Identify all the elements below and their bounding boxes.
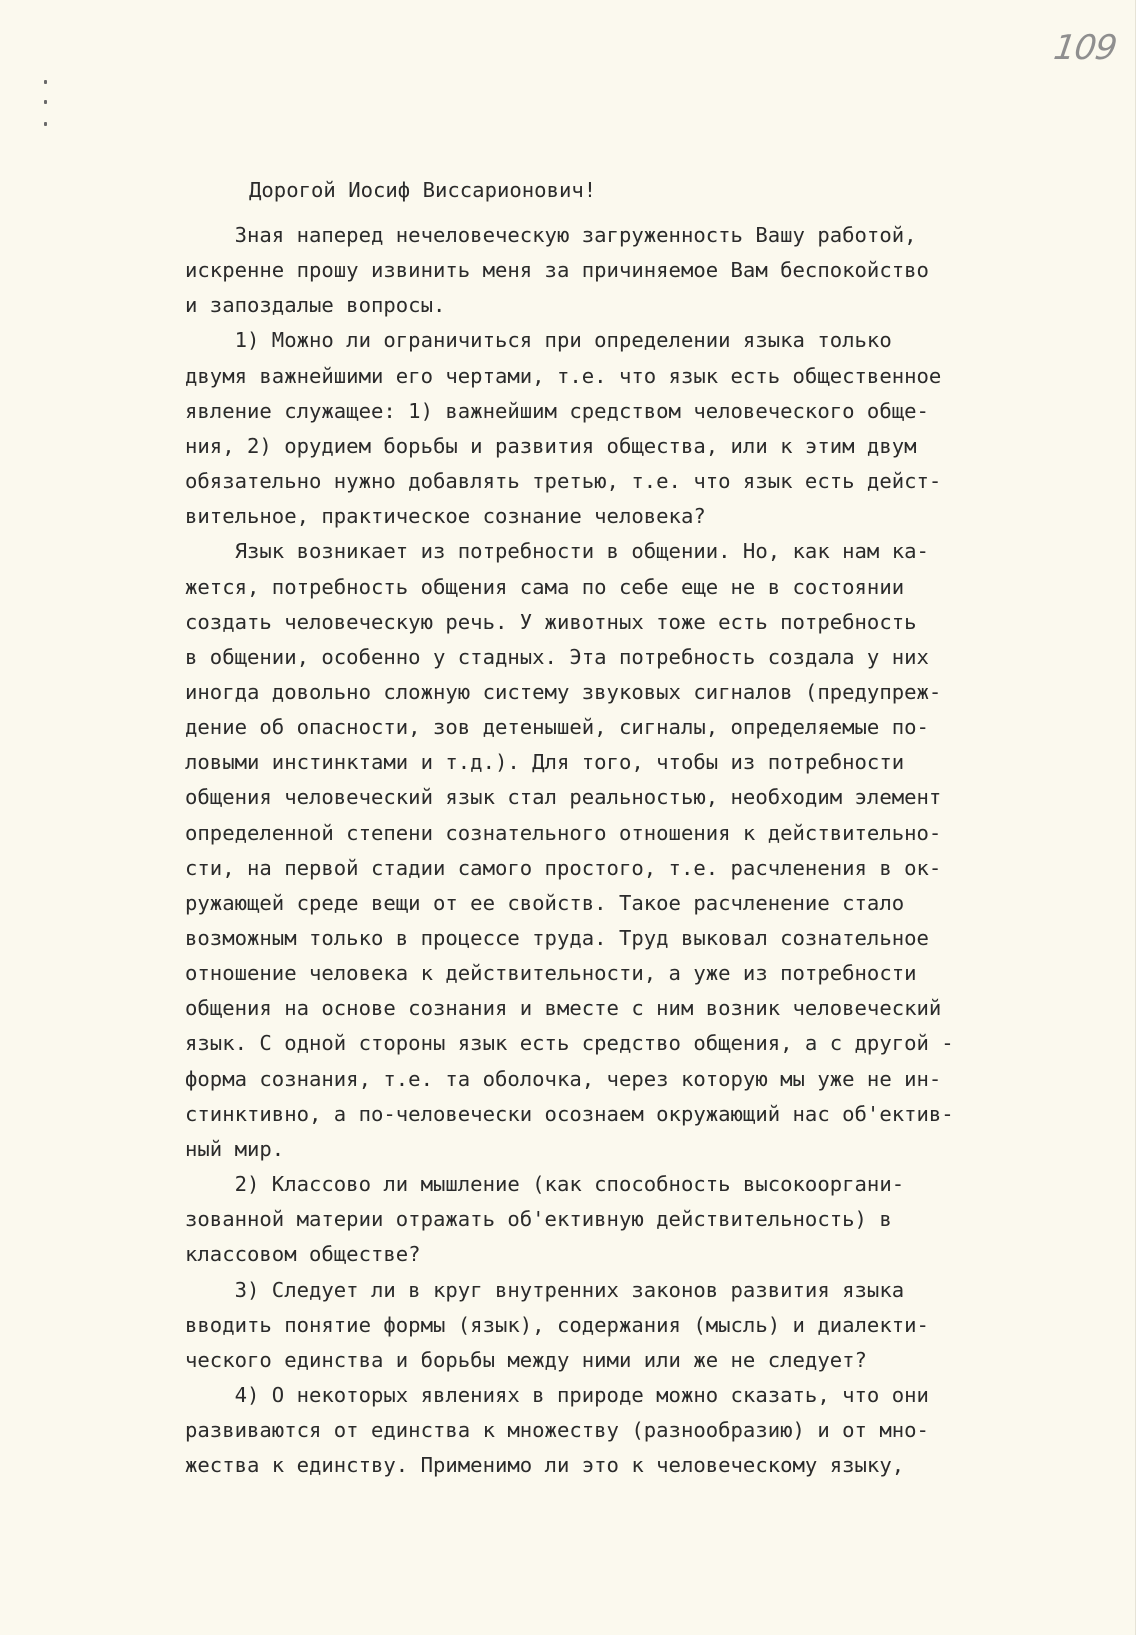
- text-line: ружающей среде вещи от ее свойств. Такое расчленение стало: [185, 890, 905, 915]
- text-line: сти, на первой стадии самого простого, т.е. расчленения в ок-: [185, 855, 942, 880]
- text-line: стинктивно, а по-человечески осознаем окружающий нас об'ектив-: [185, 1101, 954, 1126]
- text-line: иногда довольно сложную систему звуковых сигналов (предупреж-: [185, 679, 942, 704]
- letter-body: [185, 0, 1115, 1635]
- margin-mark: [44, 100, 47, 104]
- text-line: ческого единства и борьбы между ними или же не следует?: [185, 1347, 867, 1372]
- text-line: ния, 2) орудием борьбы и развития общества, или к этим двум: [185, 433, 917, 458]
- text-line: 1) Можно ли ограничиться при определении языка только: [185, 328, 892, 353]
- text-line: явление служащее: 1) важнейшим средством человеческого обще-: [185, 398, 929, 423]
- page-edge: [1135, 0, 1146, 1635]
- text-line: ный мир.: [185, 1136, 285, 1161]
- salutation: Дорогой Иосиф Виссарионович!: [249, 178, 597, 202]
- text-line: жества к единству. Применимо ли это к человеческому языку,: [185, 1453, 905, 1478]
- text-line: Зная наперед нечеловеческую загруженность Вашу работой,: [185, 223, 917, 247]
- text-line: развиваются от единства к множеству (разнообразию) и от мно-: [185, 1418, 929, 1443]
- text-line: ловыми инстинктами и т.д.). Для того, чтобы из потребности: [185, 750, 905, 775]
- text-line: жется, потребность общения сама по себе еще не в состоянии: [185, 574, 905, 599]
- text-line: язык. С одной стороны язык есть средство общения, а с другой -: [185, 1031, 954, 1056]
- text-line: и запоздалые вопросы.: [185, 293, 446, 318]
- text-line: Язык возникает из потребности в общении. Но, как нам ка-: [185, 539, 929, 564]
- text-line: отношение человека к действительности, а уже из потребности: [185, 961, 917, 986]
- text-line: 2) Классово ли мышление (как способность высокооргани-: [185, 1172, 905, 1197]
- text-line: создать человеческую речь. У животных тоже есть потребность: [185, 609, 917, 634]
- text-line: вительное, практическое сознание человека?: [185, 504, 706, 529]
- margin-mark: [44, 80, 47, 84]
- text-line: дение об опасности, зов детенышей, сигналы, определяемые по-: [185, 715, 929, 740]
- text-line: общения человеческий язык стал реальностью, необходим элемент: [185, 785, 942, 810]
- text-line: зованной материи отражать об'ективную действительность) в: [185, 1207, 892, 1232]
- margin-mark: [44, 122, 47, 126]
- text-line: определенной степени сознательного отношения к действительно-: [185, 820, 942, 845]
- text-line: 4) О некоторых явлениях в природе можно сказать, что они: [185, 1382, 929, 1407]
- text-line: общения на основе сознания и вместе с ним возник человеческий: [185, 996, 942, 1021]
- text-line: классовом обществе?: [185, 1242, 421, 1267]
- text-line: в общении, особенно у стадных. Эта потребность создала у них: [185, 644, 929, 669]
- page-number: 109: [1051, 28, 1119, 68]
- text-line: вводить понятие формы (язык), содержания (мысль) и диалекти-: [185, 1312, 929, 1337]
- text-line: 3) Следует ли в круг внутренних законов развития языка: [185, 1277, 905, 1302]
- text-line: двумя важнейшими его чертами, т.е. что язык есть общественное: [185, 363, 942, 388]
- text-line: возможным только в процессе труда. Труд выковал сознательное: [185, 926, 929, 950]
- text-line: искренне прошу извинить меня за причиняемое Вам беспокойство: [185, 258, 929, 283]
- text-line: форма сознания, т.е. та оболочка, через которую мы уже не ин-: [185, 1066, 942, 1091]
- text-line: обязательно нужно добавлять третью, т.е. что язык есть дейст-: [185, 469, 942, 494]
